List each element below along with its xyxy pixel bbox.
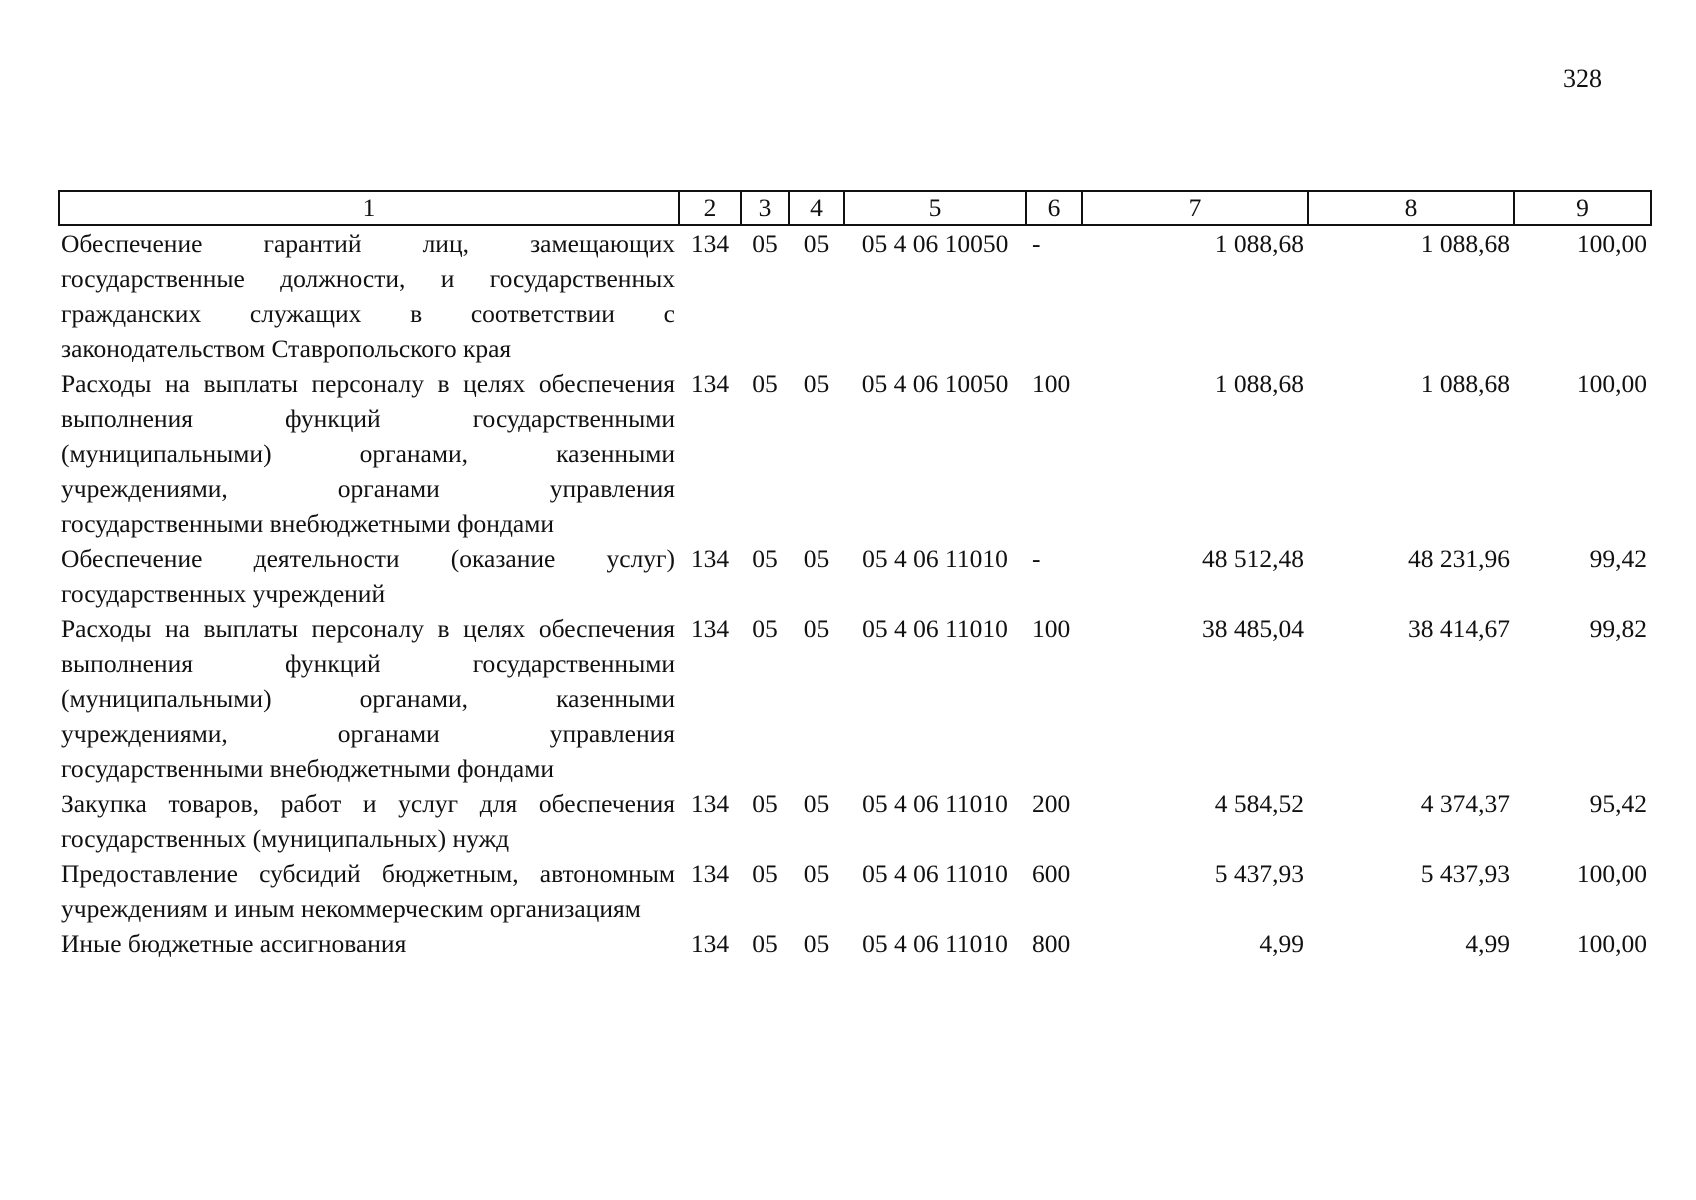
row-pct: 100,00 (1576, 929, 1647, 958)
row-ved: 134 (690, 614, 730, 643)
row-ved: 134 (690, 544, 730, 573)
row-rz: 05 (752, 859, 778, 888)
row-name: Расходы на выплаты персоналу в целях обеспечения выполнения функций государственными (муниципальными) органами, казенными учреждениями, органами управления государственными внебюджетными фондами (61, 614, 675, 783)
row-csr: 05 4 06 11010 (862, 544, 1008, 573)
row-plan: 4 584,52 (1214, 789, 1304, 818)
row-rz: 05 (752, 789, 778, 818)
row-vr: 800 (1032, 929, 1071, 958)
header-col-6: 6 (1026, 191, 1082, 225)
header-col-8: 8 (1308, 191, 1514, 225)
row-pr: 05 (803, 614, 830, 643)
row-vr: 200 (1032, 789, 1071, 818)
row-plan: 4,99 (1259, 929, 1304, 958)
row-fact: 1 088,68 (1420, 229, 1510, 258)
row-rz: 05 (752, 929, 778, 958)
header-col-5: 5 (844, 191, 1026, 225)
row-vr: - (1032, 229, 1041, 258)
row-plan: 1 088,68 (1214, 369, 1304, 398)
row-ved: 134 (690, 929, 730, 958)
row-fact: 4,99 (1465, 929, 1510, 958)
row-csr: 05 4 06 11010 (862, 789, 1008, 818)
row-pct: 99,82 (1589, 614, 1647, 643)
table-row (59, 541, 1651, 611)
table-body (59, 225, 1651, 961)
row-ved: 134 (690, 229, 730, 258)
row-name: Закупка товаров, работ и услуг для обеспечения государственных (муниципальных) нужд (61, 789, 675, 853)
row-pr: 05 (803, 789, 830, 818)
row-csr: 05 4 06 11010 (862, 859, 1008, 888)
row-pct: 99,42 (1589, 544, 1647, 573)
header-col-2: 2 (679, 191, 741, 225)
table-row (59, 611, 1651, 786)
row-ved: 134 (690, 369, 730, 398)
row-csr: 05 4 06 11010 (862, 614, 1008, 643)
row-fact: 48 231,96 (1408, 544, 1510, 573)
row-rz: 05 (752, 369, 778, 398)
row-rz: 05 (752, 544, 778, 573)
row-ved: 134 (690, 859, 730, 888)
row-pr: 05 (803, 544, 830, 573)
row-plan: 1 088,68 (1214, 229, 1304, 258)
row-pr: 05 (803, 929, 830, 958)
row-fact: 5 437,93 (1420, 859, 1510, 888)
table-header (59, 191, 1651, 225)
row-plan: 48 512,48 (1202, 544, 1304, 573)
header-col-3: 3 (741, 191, 789, 225)
row-fact: 1 088,68 (1420, 369, 1510, 398)
row-rz: 05 (752, 614, 778, 643)
header-col-4: 4 (789, 191, 844, 225)
row-name: Обеспечение гарантий лиц, замещающих государственные должности, и государственных гражданских служащих в соответствии с законодательством Ставропольского края (61, 229, 675, 363)
table-row (59, 856, 1651, 926)
row-vr: 600 (1032, 859, 1071, 888)
row-csr: 05 4 06 10050 (861, 229, 1009, 258)
header-col-1: 1 (59, 191, 679, 225)
row-pr: 05 (803, 229, 830, 258)
row-ved: 134 (690, 789, 730, 818)
row-pct: 100,00 (1576, 859, 1647, 888)
row-vr: 100 (1032, 614, 1071, 643)
budget-table (58, 190, 1652, 961)
header-col-9: 9 (1514, 191, 1651, 225)
header-col-7: 7 (1082, 191, 1308, 225)
table-row (59, 786, 1651, 856)
row-name: Предоставление субсидий бюджетным, автономным учреждениям и иным некоммерческим организациям (61, 859, 675, 923)
row-name: Иные бюджетные ассигнования (61, 929, 407, 958)
header-row (59, 191, 1651, 225)
row-csr: 05 4 06 10050 (861, 369, 1009, 398)
table-row (59, 225, 1651, 366)
page-number: 328 (1563, 64, 1602, 93)
row-plan: 38 485,04 (1202, 614, 1304, 643)
row-vr: 100 (1032, 369, 1071, 398)
row-fact: 4 374,37 (1420, 789, 1510, 818)
row-rz: 05 (752, 229, 778, 258)
table-row (59, 366, 1651, 541)
row-pct: 95,42 (1589, 789, 1647, 818)
row-pct: 100,00 (1576, 229, 1647, 258)
row-pr: 05 (803, 859, 830, 888)
row-csr: 05 4 06 11010 (862, 929, 1008, 958)
table-row (59, 926, 1651, 961)
row-name: Обеспечение деятельности (оказание услуг) государственных учреждений (61, 544, 675, 608)
row-vr: - (1032, 544, 1041, 573)
row-pr: 05 (803, 369, 830, 398)
row-name: Расходы на выплаты персоналу в целях обеспечения выполнения функций государственными (муниципальными) органами, казенными учреждениями, органами управления государственными внебюджетными фондами (61, 369, 675, 538)
row-fact: 38 414,67 (1408, 614, 1510, 643)
row-pct: 100,00 (1576, 369, 1647, 398)
row-plan: 5 437,93 (1214, 859, 1304, 888)
